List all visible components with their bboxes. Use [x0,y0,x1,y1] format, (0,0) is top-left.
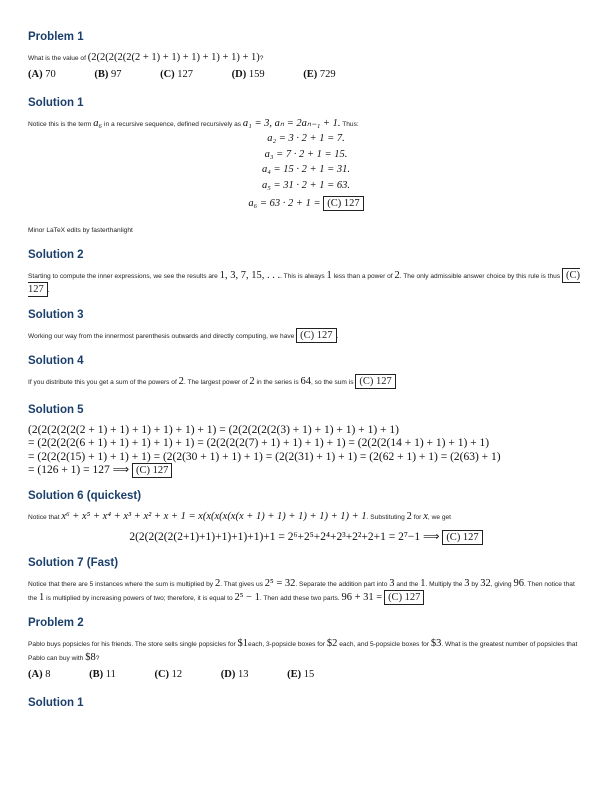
answer-box: (C) 127 [132,463,172,478]
choice-a: (A) 8 [28,669,51,680]
answer-box: (C) 127 [323,196,363,211]
problem-1-choices [28,69,584,85]
problem-2-text: Pablo buys popsicles for his friends. The store sells single popsicles for $1each, 3-popsicle boxes for $2 each, and 5-popsicle boxes for $3. What is the greatest number of popsicles that Pablo can buy with $8? [28,638,578,663]
solution-2-text: Starting to compute the inner expressions, we see the results are 1, 3, 7, 15, . . .. This is always 1 less than a power of 2. The only admissible answer choice by this rule is thus (C) 127 . [28,269,580,295]
answer-box: (C) 127 [28,269,580,295]
problem-1-heading: Problem 1 [28,31,84,43]
problem-2-heading: Problem 2 [28,617,84,629]
choice-d: (D) 13 [220,669,249,680]
solution-1-intro: Notice this is the term a₆ in a recursive sequence, defined recursively as a₁ = 3, aₙ = 2aₙ₋₁ + 1. Thus: [28,118,359,129]
solution-5-heading: Solution 5 [28,403,84,416]
choice-e: (E) 729 [303,69,336,80]
choice-e: (E) 15 [287,669,315,680]
choice-b: (B) 11 [89,669,116,680]
choice-c: (C) 127 [160,69,194,80]
document-page [28,30,584,717]
solution-3-text: Working our way from the innermost parenthesis outwards and directly computing, we have (C) 127 . [28,329,339,341]
edit-credit: Minor LaTeX edits by fasterthanlight [28,226,133,234]
solution-2-heading: Solution 2 [28,248,84,261]
choice-c: (C) 12 [154,669,183,680]
choice-d: (D) 159 [231,69,265,80]
solution-5-equations: (2(2(2(2(2(2 + 1) + 1) + 1) + 1) + 1) + 1) = (2(2(2(2(2(3) + 1) + 1) + 1) + 1) + 1) = (2(2(2(2(6 + 1) + 1) + 1) + 1) + 1) = (2(2(2(2(7) + 1) + 1) + 1) + 1) = (2(2(2(14 + 1) + 1) + 1) + 1) = (2(2(2(15) + 1) + 1) + 1) = (2(2(30 + 1) + 1) + 1) = (2(2(31) + 1) + 1) = (2(62 + 1) + 1) = (2(63) + 1) = (126 + 1) = 127 ⟹ (C) 127 [28,423,501,476]
answer-box: (C) 127 [355,374,395,389]
solution-3-heading: Solution 3 [28,308,84,321]
problem-2-choices [28,669,584,685]
solution-6-text: Notice that x⁶ + x⁵ + x⁴ + x³ + x² + x + 1 = x(x(x(x(x(x + 1) + 1) + 1) + 1) + 1) + 1. Substituting 2 for x, we get [28,510,451,522]
problem-1-text: What is the value of (2(2(2(2(2(2 + 1) + 1) + 1) + 1) + 1) + 1)? [28,52,264,63]
solution-6-heading: Solution 6 (quickest) [28,489,142,502]
solution-6-equation: 2(2(2(2(2(2+1)+1)+1)+1)+1)+1 = 2⁶+2⁵+2⁴+2³+2²+2+1 = 2⁷−1 ⟹ (C) 127 [28,530,584,546]
solution-1-heading: Solution 1 [28,97,84,109]
solution-4-heading: Solution 4 [28,354,84,367]
choice-b: (B) 97 [94,69,122,80]
solution-7-text: Notice that there are 5 instances where the sum is multiplied by 2. That gives us 2⁵ = 32. Separate the addition part into 3 and the 1. Multiply the 3 by 32, giving 96. Then notice that the 1 is multiplied by increasing powers of two; therefore, it is equal to 2⁵ − 1. Then add these two parts. 96 + 31 = (C) 127 [28,578,575,603]
solution-4-text: If you distribute this you get a sum of the powers of 2. The largest power of 2 in the series is 64, so the sum is (C) 127 [28,375,584,389]
solution-7-heading: Solution 7 (Fast) [28,557,119,569]
problem-2-solution-1-heading: Solution 1 [28,697,84,709]
solution-1-equations: a₂ = 3 · 2 + 1 = 7. a₃ = 7 · 2 + 1 = 15. a₄ = 15 · 2 + 1 = 31. a₅ = 31 · 2 + 1 = 63. a₆ = 63 · 2 + 1 = (C) 127 [28,131,584,212]
answer-box: (C) 127 [296,328,336,343]
answer-box: (C) 127 [442,530,482,545]
choice-a: (A) 70 [28,69,56,80]
answer-box: (C) 127 [384,590,424,605]
